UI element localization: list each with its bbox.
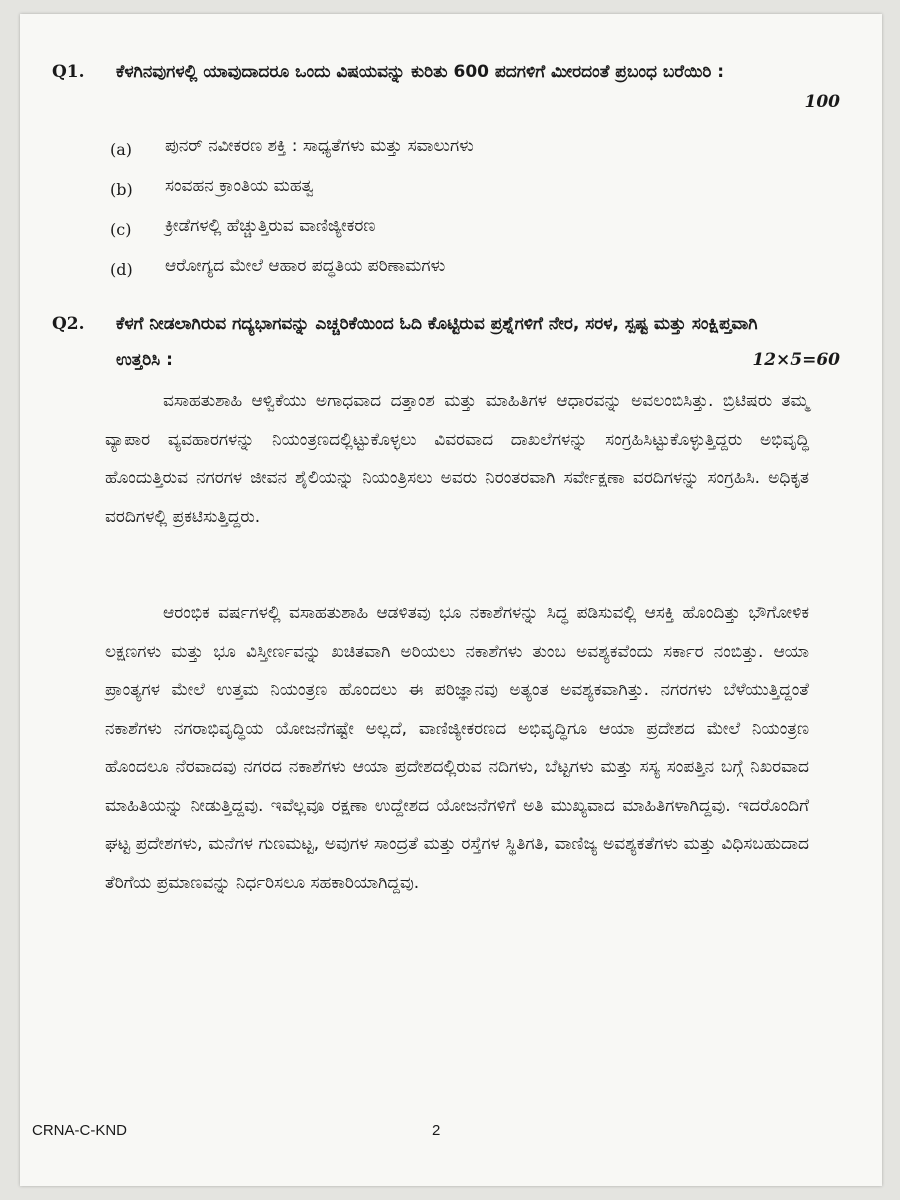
question-number: Q1. (52, 62, 85, 82)
option-text: ಆರೋಗ್ಯದ ಮೇಲೆ ಆಹಾರ ಪದ್ಧತಿಯ ಪರಿಣಾಮಗಳು (165, 256, 446, 276)
option-letter: (a) (110, 140, 133, 159)
option-letter: (c) (110, 220, 132, 239)
exam-page (20, 14, 882, 1186)
question-marks: 12×5=60 (752, 350, 840, 370)
page-number: 2 (432, 1122, 441, 1139)
option-text: ಕ್ರೀಡೆಗಳಲ್ಲಿ ಹೆಚ್ಚುತ್ತಿರುವ ವಾಣಿಜ್ಯೀಕರಣ (165, 216, 376, 236)
option-letter: (b) (110, 180, 133, 199)
question-marks: 100 (804, 92, 840, 112)
option-text: ಪುನರ್ ನವೀಕರಣ ಶಕ್ತಿ : ಸಾಧ್ಯತೆಗಳು ಮತ್ತು ಸವಾಲುಗಳು (165, 136, 474, 156)
paper-code: CRNA-C-KND (32, 1122, 127, 1139)
passage-paragraph: ಆರಂಭಿಕ ವರ್ಷಗಳಲ್ಲಿ ವಸಾಹತುಶಾಹಿ ಆಡಳಿತವು ಭೂ ನಕಾಶೆಗಳನ್ನು ಸಿದ್ಧ ಪಡಿಸುವಲ್ಲಿ ಆಸಕ್ತಿ ಹೊಂದಿತ್ತು ಭೌಗೋಳಿಕ ಲಕ್ಷಣಗಳು ಮತ್ತು ಭೂ ವಿಸ್ತೀರ್ಣವನ್ನು ಖಚಿತವಾಗಿ ಅರಿಯಲು ನಕಾಶೆಗಳು ತುಂಬ ಅವಶ್ಯಕವೆಂದು ಸರ್ಕಾರ ನಂಬಿತ್ತು. ಆಯಾ ಪ್ರಾಂತ್ಯಗಳ ಮೇಲೆ ಉತ್ತಮ ನಿಯಂತ್ರಣ ಹೊಂದಲು ಈ ಪರಿಜ್ಞಾನವು ಅತ್ಯಂತ ಅವಶ್ಯಕವಾಗಿತ್ತು. ನಗರಗಳು ಬೆಳೆಯುತ್ತಿದ್ದಂತೆ ನಕಾಶೆಗಳು ನಗರಾಭಿವೃದ್ಧಿಯ ಯೋಜನೆಗಷ್ಟೇ ಅಲ್ಲದೆ, ವಾಣಿಜ್ಯೀಕರಣದ ಅಭಿವೃದ್ಧಿಗೂ ಆಯಾ ಪ್ರದೇಶದ ಮೇಲೆ ನಿಯಂತ್ರಣ ಹೊಂದಲೂ ನೆರವಾದವು ನಗರದ ನಕಾಶೆಗಳು ಆಯಾ ಪ್ರದೇಶದಲ್ಲಿರುವ ನದಿಗಳು, ಬೆಟ್ಟಗಳು ಮತ್ತು ಸಸ್ಯ ಸಂಪತ್ತಿನ ಬಗ್ಗೆ ನಿಖರವಾದ ಮಾಹಿತಿಯನ್ನು ನೀಡುತ್ತಿದ್ದವು. ಇವೆಲ್ಲವೂ ರಕ್ಷಣಾ ಉದ್ದೇಶದ ಯೋಜನೆಗಳಿಗೆ ಅತಿ ಮುಖ್ಯವಾದ ಮಾಹಿತಿಗಳಾಗಿದ್ದವು. ಇದರೊಂದಿಗೆ ಘಟ್ಟ ಪ್ರದೇಶಗಳು, ಮನೆಗಳ ಗುಣಮಟ್ಟ, ಅವುಗಳ ಸಾಂದ್ರತೆ ಮತ್ತು ರಸ್ತೆಗಳ ಸ್ಥಿತಿಗತಿ, ವಾಣಿಜ್ಯ ಅವಶ್ಯಕತೆಗಳು ಮತ್ತು ವಿಧಿಸಬಹುದಾದ ತೆರಿಗೆಯ ಪ್ರಮಾಣವನ್ನು ನಿರ್ಧರಿಸಲೂ ಸಹಕಾರಿಯಾಗಿದ್ದವು. (105, 603, 809, 893)
passage-paragraph: ವಸಾಹತುಶಾಹಿ ಆಳ್ವಿಕೆಯು ಅಗಾಧವಾದ ದತ್ತಾಂಶ ಮತ್ತು ಮಾಹಿತಿಗಳ ಆಧಾರವನ್ನು ಅವಲಂಬಿಸಿತ್ತು. ಬ್ರಿಟಿಷರು ತಮ್ಮ ವ್ಯಾಪಾರ ವ್ಯವಹಾರಗಳನ್ನು ನಿಯಂತ್ರಣದಲ್ಲಿಟ್ಟುಕೊಳ್ಳಲು ವಿವರವಾದ ದಾಖಲೆಗಳನ್ನು ಸಂಗ್ರಹಿಸಿಟ್ಟುಕೊಳ್ಳುತ್ತಿದ್ದರು ಅಭಿವೃದ್ಧಿ ಹೊಂದುತ್ತಿರುವ ನಗರಗಳ ಜೀವನ ಶೈಲಿಯನ್ನು ನಿಯಂತ್ರಿಸಲು ಅವರು ನಿರಂತರವಾಗಿ ಸರ್ವೇಕ್ಷಣಾ ವರದಿಗಳನ್ನು ಸಂಗ್ರಹಿಸಿ. ಅಧಿಕೃತ ವರದಿಗಳಲ್ಲಿ ಪ್ರಕಟಿಸುತ್ತಿದ್ದರು. (105, 391, 809, 527)
option-text: ಸಂವಹನ ಕ್ರಾಂತಿಯ ಮಹತ್ವ (165, 176, 314, 196)
question-number: Q2. (52, 314, 85, 334)
question-text: ಕೆಳಗಿನವುಗಳಲ್ಲಿ ಯಾವುದಾದರೂ ಒಂದು ವಿಷಯವನ್ನು ಕುರಿತು 600 ಪದಗಳಿಗೆ ಮೀರದಂತೆ ಪ್ರಬಂಧ ಬರೆಯಿರಿ : (116, 62, 725, 82)
option-letter: (d) (110, 260, 133, 279)
question-text: ಕೆಳಗೆ ನೀಡಲಾಗಿರುವ ಗದ್ಯಭಾಗವನ್ನು ಎಚ್ಚರಿಕೆಯಿಂದ ಓದಿ ಕೊಟ್ಟಿರುವ ಪ್ರಶ್ನೆಗಳಿಗೆ ನೇರ, ಸರಳ, ಸ್ಪಷ್ಟ ಮತ್ತು ಸಂಕ್ಷಿಪ್ತವಾಗಿ ಉತ್ತರಿಸಿ : (116, 314, 758, 370)
